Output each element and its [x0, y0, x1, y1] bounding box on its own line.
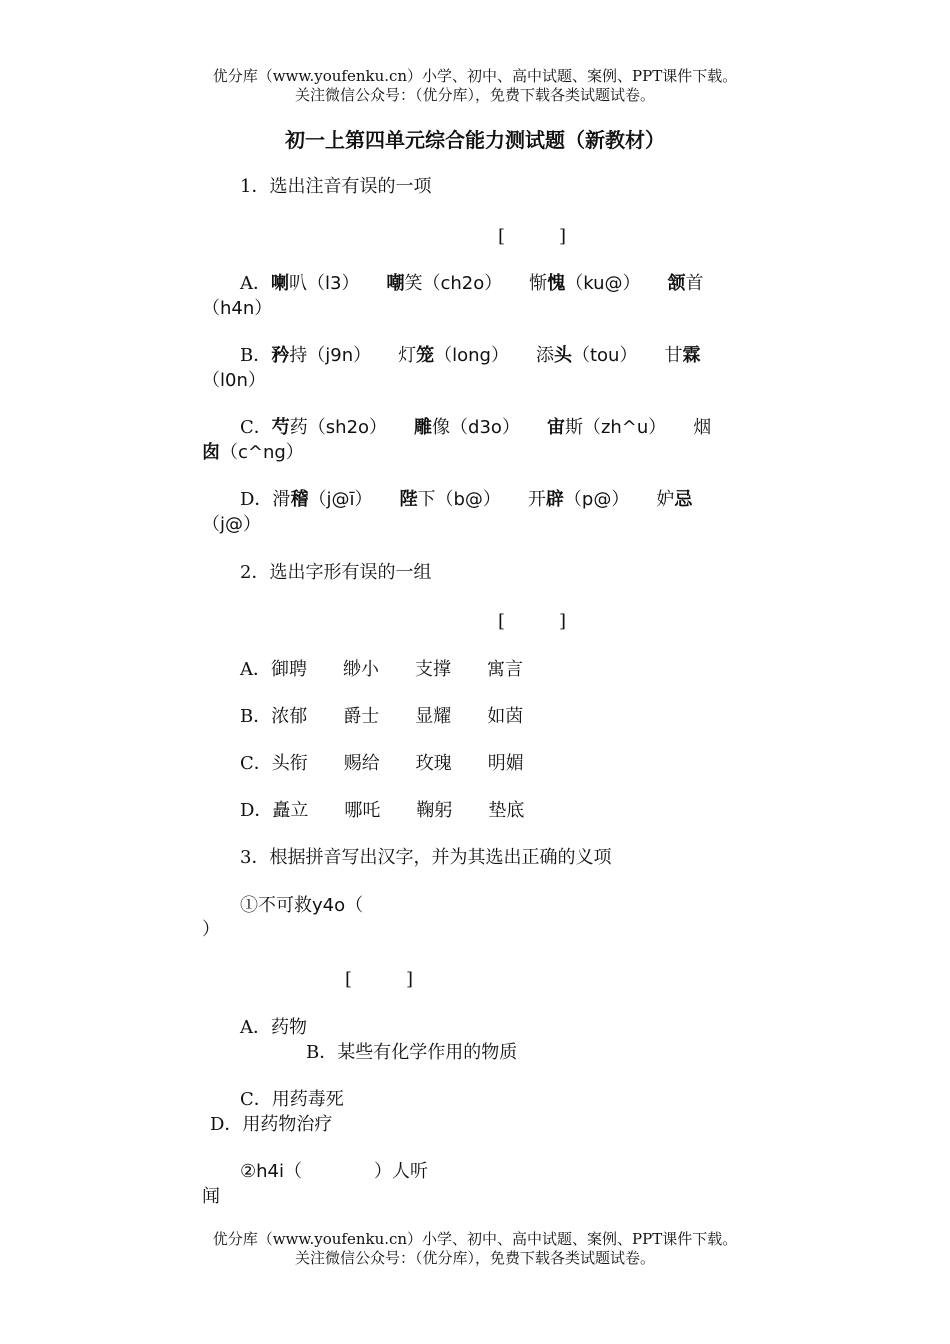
q3-sub1-wrap: ） [202, 919, 220, 940]
q2-option-b: B．浓郁 爵士 显耀 如茵 [240, 706, 524, 727]
header-line-1: 优分库（www.youfenku.cn）小学、初中、高中试题、案例、PPT课件下载。 [212, 67, 738, 85]
q3-sub2-wrap: 闻 [202, 1186, 220, 1207]
q3-option-b: B．某些有化学作用的物质 [306, 1042, 518, 1063]
q1-option-c: C．芍药（sh2o） 雕像（d3o） 宙斯（zh^u） 烟 [240, 417, 712, 438]
q1-option-b-wrap: （l0n） [202, 370, 266, 391]
q1-option-a-wrap: （h4n） [202, 298, 273, 319]
q1-option-a: A．喇叭（l3） 嘲笑（ch2o） 惭愧（ku@） 颔首 [240, 273, 704, 294]
footer-line-2: 关注微信公众号：（优分库），免费下载各类试题试卷。 [294, 1249, 655, 1267]
header-line-2: 关注微信公众号：（优分库），免费下载各类试题试卷。 [294, 86, 655, 104]
q2-option-c: C．头衔 赐给 玫瑰 明媚 [240, 753, 524, 774]
q2-option-d: D．矗立 哪吒 鞠躬 垫底 [240, 800, 525, 821]
footer-line-1: 优分库（www.youfenku.cn）小学、初中、高中试题、案例、PPT课件下载。 [212, 1230, 738, 1248]
q3-option-a: A．药物 [240, 1017, 307, 1038]
q3-stem: 3．根据拼音写出汉字，并为其选出正确的义项 [240, 847, 612, 868]
q2-stem: 2．选出字形有误的一组 [240, 562, 432, 583]
q3-option-d: D．用药物治疗 [210, 1114, 333, 1135]
q3-option-c: C．用药毒死 [240, 1089, 344, 1110]
q3-sub2: ②h4i（ ）人听 [240, 1161, 429, 1182]
q1-stem: 1．选出注音有误的一项 [240, 176, 432, 197]
q1-answer-bracket: [ ] [498, 226, 567, 247]
q1-option-b: B．矜持（j9n） 灯笼（long） 添头（tou） 甘霖 [240, 345, 701, 366]
q3-answer-bracket: [ ] [345, 969, 414, 990]
page-title: 初一上第四单元综合能力测试题（新教材） [285, 128, 665, 152]
q1-option-d: D．滑稽（j@ī） 陛下（b@） 开辟（p@） 妒忌 [240, 489, 693, 510]
q3-sub1: ①不可救y4o（ [240, 895, 364, 916]
q2-option-a: A．御聘 缈小 支撑 寓言 [240, 659, 523, 680]
q2-answer-bracket: [ ] [498, 611, 567, 632]
q1-option-d-wrap: （j@） [202, 514, 262, 535]
q1-option-c-wrap: 囱（c^ng） [202, 442, 304, 463]
